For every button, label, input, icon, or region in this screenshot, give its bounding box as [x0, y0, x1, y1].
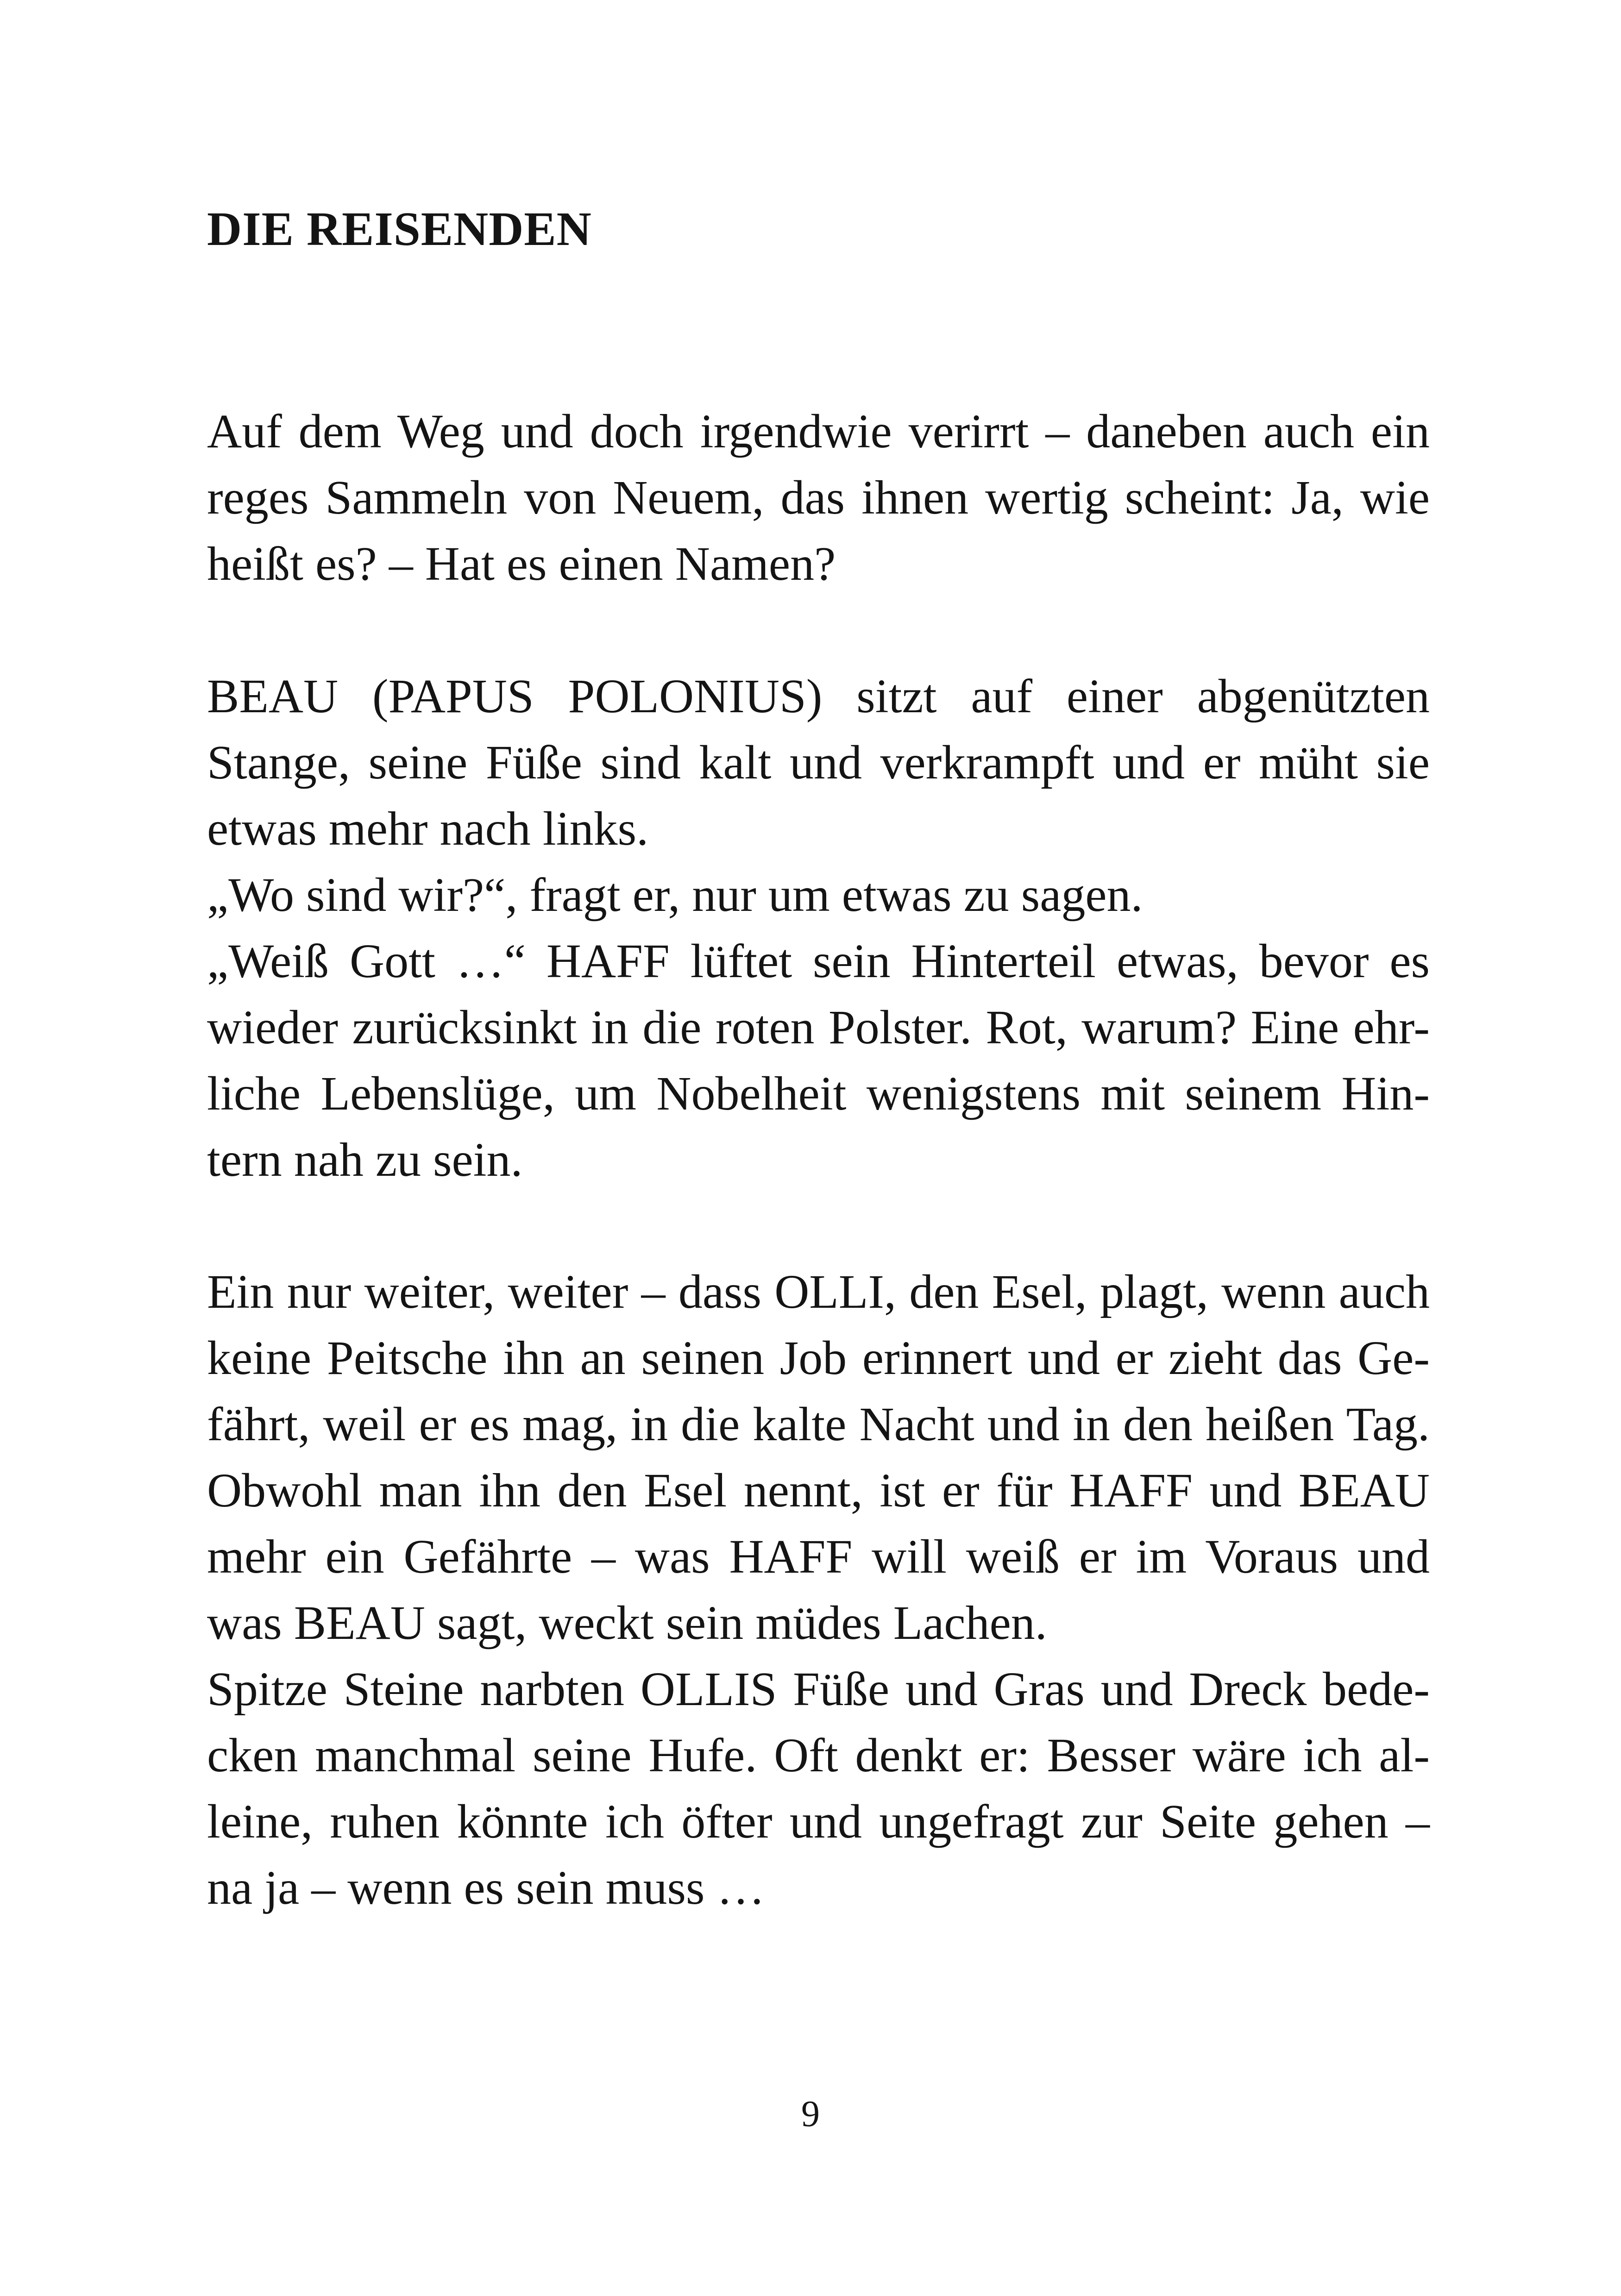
- text-line: Ein nur weiter, weiter – dass OLLI, den Esel, plagt, wenn auch: [207, 1265, 1430, 1318]
- text-line: keine Peitsche ihn an seinen Job erinnert und er zieht das Ge-: [207, 1331, 1430, 1385]
- text-line: „Wo sind wir?“, fragt er, nur um etwas zu sagen.: [207, 868, 1143, 922]
- text-line: reges Sammeln von Neuem, das ihnen wertig scheint: Ja, wie: [207, 471, 1430, 524]
- text-line: „Weiß Gott …“ HAFF lüftet sein Hinterteil etwas, bevor es: [207, 935, 1430, 988]
- text-line: leine, ruhen könnte ich öfter und ungefragt zur Seite gehen –: [207, 1795, 1430, 1848]
- text-line: fährt, weil er es mag, in die kalte Nacht und in den heißen Tag.: [207, 1398, 1430, 1451]
- page-number: 9: [801, 2094, 820, 2134]
- text-line: mehr ein Gefährte – was HAFF will weiß er im Voraus und: [207, 1530, 1430, 1583]
- text-line: wieder zurücksinkt in die roten Polster. Rot, warum? Eine ehr-: [207, 1001, 1430, 1054]
- text-line: Stange, seine Füße sind kalt und verkrampft und er müht sie: [207, 736, 1430, 789]
- paragraph-beau-haff: [207, 663, 1430, 1193]
- paragraph-intro: [207, 398, 1430, 597]
- text-line: Obwohl man ihn den Esel nennt, ist er für HAFF und BEAU: [207, 1464, 1430, 1517]
- text-line: na ja – wenn es sein muss …: [207, 1861, 765, 1914]
- text-line: Spitze Steine narbten OLLIS Füße und Gras und Dreck bede-: [207, 1662, 1430, 1716]
- text-line: BEAU (PAPUS POLONIUS) sitzt auf einer abgenützten: [207, 670, 1430, 723]
- paragraph-olli: [207, 1259, 1430, 1921]
- text-line: liche Lebenslüge, um Nobelheit wenigstens mit seinem Hin-: [207, 1067, 1430, 1120]
- chapter-title: DIE REISENDEN: [207, 202, 592, 256]
- text-line: tern nah zu sein.: [207, 1133, 523, 1186]
- text-line: heißt es? – Hat es einen Namen?: [207, 537, 836, 590]
- text-line: cken manchmal seine Hufe. Oft denkt er: Besser wäre ich al-: [207, 1729, 1430, 1782]
- text-line: Auf dem Weg und doch irgendwie verirrt – daneben auch ein: [207, 405, 1430, 458]
- text-line: etwas mehr nach links.: [207, 802, 649, 855]
- text-line: was BEAU sagt, weckt sein müdes Lachen.: [207, 1596, 1047, 1650]
